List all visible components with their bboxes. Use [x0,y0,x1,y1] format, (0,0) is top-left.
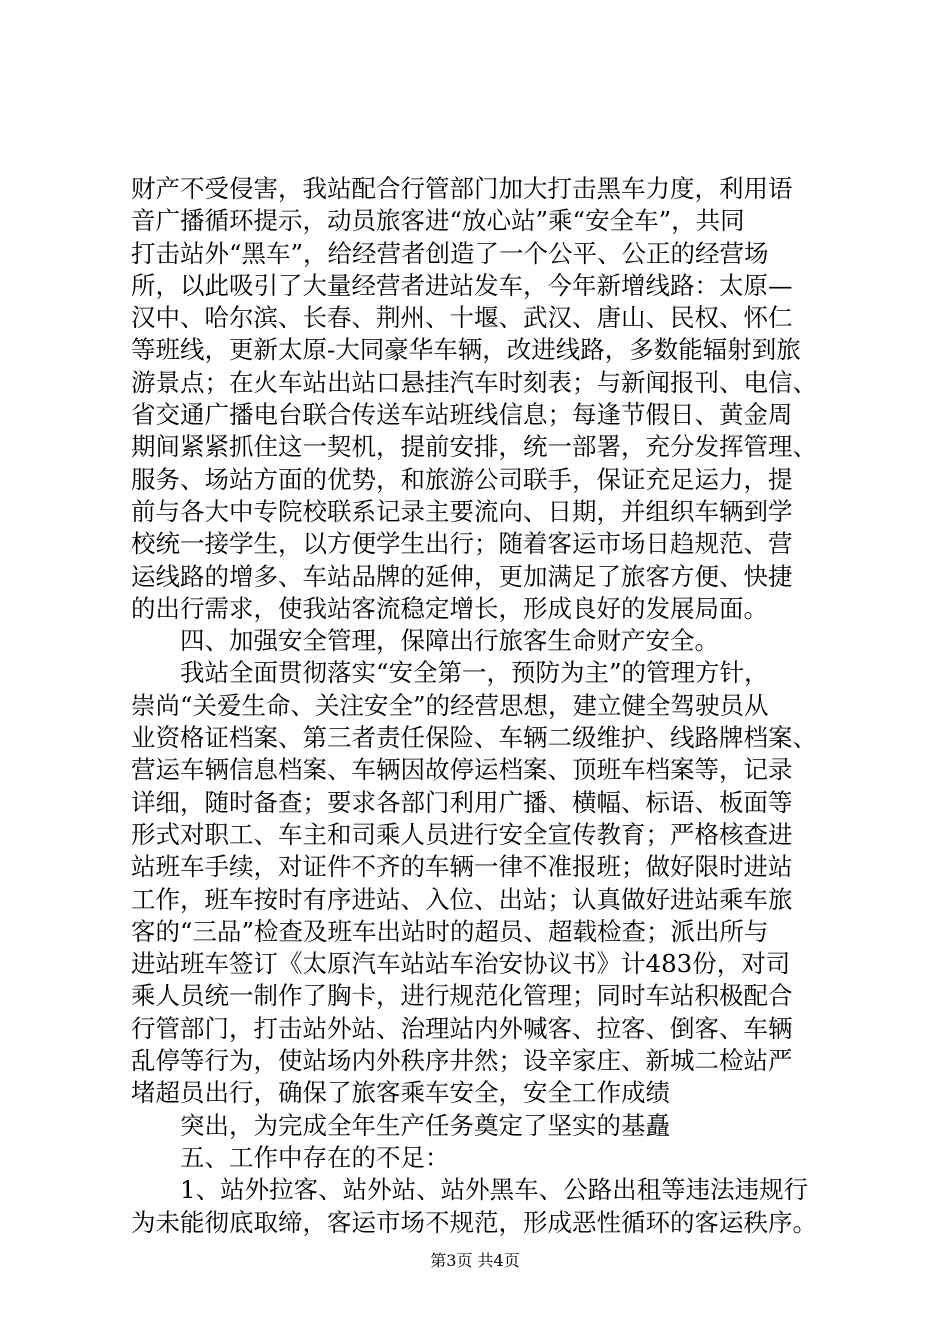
body-line: 打击站外“黑车”，给经营者创造了一个公平、公正的经营场 [131,238,769,268]
body-line: 乱停等行为，使站场内外秩序井然；设辛家庄、新城二检站严 [131,1046,793,1076]
body-line: 详细，随时备查；要求各部门利用广播、横幅、标语、板面等 [131,787,793,817]
body-line: 客的“三品”检查及班车出站时的超员、超载检查；派出所与 [131,916,769,946]
body-line: 的出行需求，使我站客流稳定增长，形成良好的发展局面。 [131,593,768,623]
body-line: 校统一接学生，以方便学生出行；随着客运市场日趋规范、营 [131,529,793,559]
body-line: 财产不受侵害，我站配合行管部门加大打击黑车力度，利用语 [131,174,793,203]
body-line: 期间紧紧抓住这一契机，提前安排，统一部署，充分发挥管理、 [131,432,817,462]
body-line: 所，以此吸引了大量经营者进站发车，今年新增线路：太原— [131,270,793,300]
body-line: 形式对职工、车主和司乘人员进行安全宣传教育；严格核查进 [131,819,793,849]
page-number-footer: 第3页 共4页 [430,1251,520,1270]
body-line: 堵超员出行，确保了旅客乘车安全，安全工作成绩 [131,1078,670,1108]
body-line: 1、站外拉客、站外站、站外黑车、公路出租等违法违规行 [131,1175,809,1205]
body-line: 工作，班车按时有序进站、入位、出站；认真做好进站乘车旅 [131,884,793,914]
body-line: 省交通广播电台联合传送车站班线信息；每逢节假日、黄金周 [131,400,793,430]
body-line: 等班线，更新太原-大同豪华车辆，改进线路，多数能辐射到旅 [131,335,801,365]
body-line: 站班车手续，对证件不齐的车辆一律不准报班；做好限时进站 [131,852,793,882]
body-line: 前与各大中专院校联系记录主要流向、日期，并组织车辆到学 [131,496,793,526]
body-line: 游景点；在火车站出站口悬挂汽车时刻表；与新闻报刊、电信、 [131,367,817,397]
body-line: 汉中、哈尔滨、长春、荆州、十堰、武汉、唐山、民权、怀仁 [131,303,793,333]
body-line: 突出，为完成全年生产任务奠定了坚实的基矗 [131,1110,670,1140]
body-line: 业资格证档案、第三者责任保险、车辆二级维护、线路牌档案、 [131,723,817,753]
body-line: 运线路的增多、车站品牌的延伸，更加满足了旅客方便、快捷 [131,561,793,591]
body-line: 行管部门，打击站外站、治理站内外喊客、拉客、倒客、车辆 [131,1013,793,1043]
body-line: 音广播循环提示，动员旅客进“放心站”乘“安全车”，共同 [131,206,745,236]
body-line: 乘人员统一制作了胸卡，进行规范化管理；同时车站积极配合 [131,981,793,1011]
section-heading: 五、工作中存在的不足： [131,1142,450,1172]
body-line: 营运车辆信息档案、车辆因故停运档案、顶班车档案等，记录 [131,755,793,785]
body-line: 崇尚“关爱生命、关注安全”的经营思想，建立健全驾驶员从 [131,690,769,720]
document-body [131,173,831,1239]
body-line: 服务、场站方面的优势，和旅游公司联手，保证充足运力，提 [131,464,793,494]
section-heading: 四、加强安全管理，保障出行旅客生命财产安全。 [131,626,719,656]
body-line: 为未能彻底取缔，客运市场不规范，形成恶性循环的客运秩序。 [131,1207,817,1237]
body-line: 进站班车签订《太原汽车站站车治安协议书》计483份，对司 [131,949,791,979]
body-line: 我站全面贯彻落实“安全第一，预防为主”的管理方针， [131,658,769,688]
